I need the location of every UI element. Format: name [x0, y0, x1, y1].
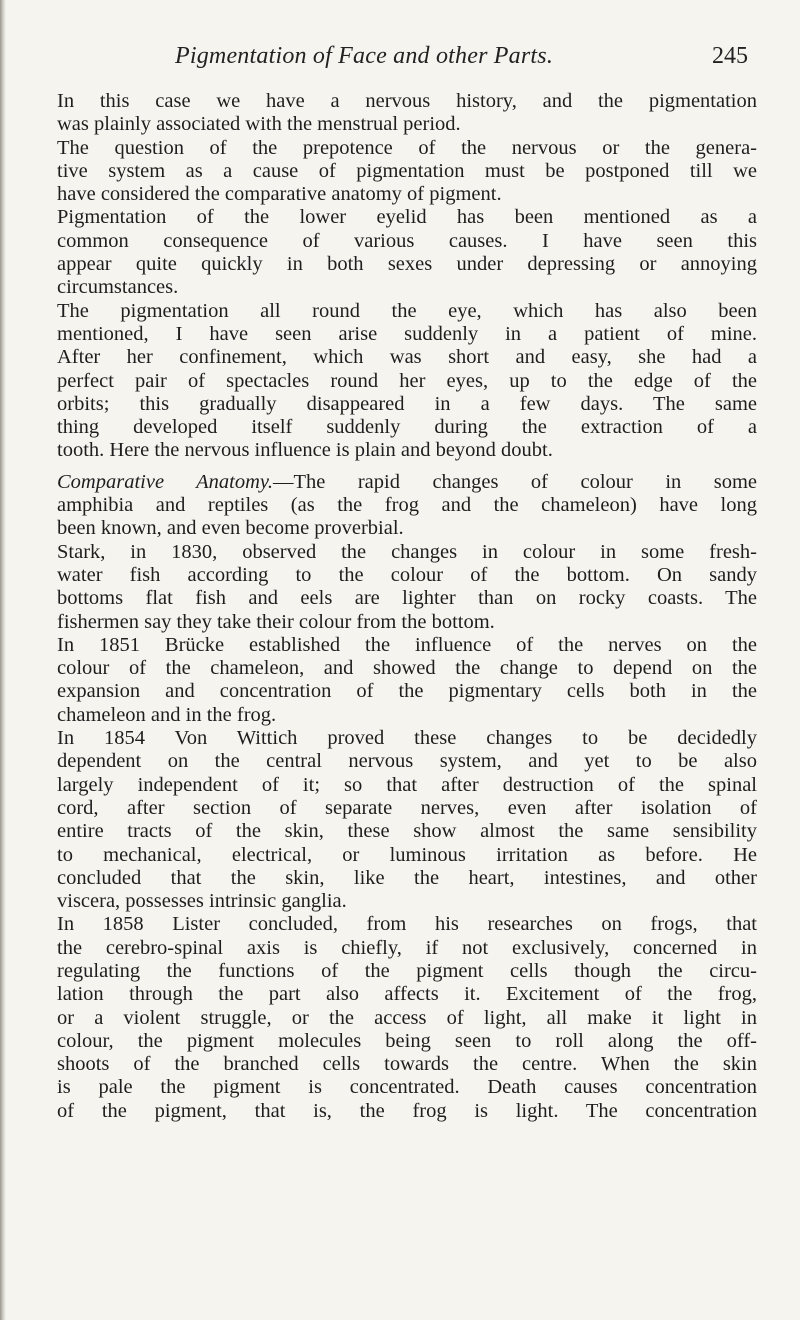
text-line: colour, the pigment molecules being seen to roll along the off- — [57, 1029, 757, 1052]
text-line: In 1858 Lister concluded, from his researches on frogs, that — [57, 913, 757, 936]
text-line: the cerebro-spinal axis is chiefly, if not exclusively, concerned in — [57, 936, 757, 959]
text-line: dependent on the central nervous system, and yet to be also — [57, 750, 757, 773]
section-gap — [57, 463, 757, 471]
text-line: circumstances. — [57, 276, 179, 299]
text-line: perfect pair of spectacles round her eyes, up to the edge of the — [57, 369, 757, 392]
text-line: expansion and concentration of the pigmentary cells both in the — [57, 680, 757, 703]
text-line: appear quite quickly in both sexes under depressing or annoying — [57, 253, 757, 276]
text-line: lation through the part also affects it. Excitement of the frog, — [57, 983, 757, 1006]
paragraph — [57, 727, 757, 913]
text-line: Pigmentation of the lower eyelid has been mentioned as a — [57, 206, 757, 229]
text-line: mentioned, I have seen arise suddenly in a patient of mine. — [57, 322, 757, 345]
text-line: thing developed itself suddenly during the extraction of a — [57, 416, 757, 439]
page-gutter-shadow — [0, 0, 6, 1320]
text-line — [57, 471, 757, 494]
section-heading: Comparative Anatomy. — [57, 470, 274, 493]
text-line: The pigmentation all round the eye, which has also been — [57, 299, 757, 322]
text-line: common consequence of various causes. I have seen this — [57, 229, 757, 252]
text-line: regulating the functions of the pigment cells though the circu- — [57, 959, 757, 982]
text-line: to mechanical, electrical, or luminous irritation as before. He — [57, 843, 757, 866]
text-line: or a violent struggle, or the access of light, all make it light in — [57, 1006, 757, 1029]
text-line: In 1851 Brücke established the influence of the nerves on the — [57, 633, 757, 656]
page-number: 245 — [712, 43, 748, 69]
text-line: have considered the comparative anatomy of pigment. — [57, 183, 502, 206]
text-line: shoots of the branched cells towards the centre. When the skin — [57, 1053, 757, 1076]
paragraph — [57, 90, 757, 137]
paragraph — [57, 300, 757, 463]
paragraph — [57, 471, 757, 541]
text-line: fishermen say they take their colour from the bottom. — [57, 610, 495, 633]
running-title: Pigmentation of Face and other Parts. — [175, 43, 554, 69]
paragraph — [57, 137, 757, 207]
text-line: Stark, in 1830, observed the changes in colour in some fresh- — [57, 540, 757, 563]
text-line: concluded that the skin, like the heart, intestines, and other — [57, 866, 757, 889]
text-line: amphibia and reptiles (as the frog and the chameleon) have long — [57, 494, 757, 517]
text-line: tooth. Here the nervous influence is plain and beyond doubt. — [57, 439, 553, 462]
text-line: is pale the pigment is concentrated. Death causes concentration — [57, 1076, 757, 1099]
text-line: of the pigment, that is, the frog is light. The concentration — [57, 1099, 757, 1122]
text-line: After her confinement, which was short and easy, she had a — [57, 346, 757, 369]
text-line: bottoms flat fish and eels are lighter than on rocky coasts. The — [57, 587, 757, 610]
text-line: been known, and even become proverbial. — [57, 517, 404, 540]
text-line: The question of the prepotence of the nervous or the genera- — [57, 136, 757, 159]
heading-continuation: —The rapid changes of colour in some — [273, 470, 757, 493]
text-line: was plainly associated with the menstrual period. — [57, 113, 461, 136]
paragraph — [57, 206, 757, 299]
text-line: largely independent of it; so that after destruction of the spinal — [57, 773, 757, 796]
text-line: tive system as a cause of pigmentation must be postponed till we — [57, 159, 757, 182]
text-line: chameleon and in the frog. — [57, 703, 277, 726]
text-line: viscera, possesses intrinsic ganglia. — [57, 890, 347, 913]
body-text — [57, 90, 757, 1123]
paragraph — [57, 541, 757, 634]
text-line: cord, after section of separate nerves, even after isolation of — [57, 796, 757, 819]
text-line: In 1854 Von Wittich proved these changes to be decidedly — [57, 727, 757, 750]
page-header — [120, 43, 760, 79]
text-line: water fish according to the colour of the bottom. On sandy — [57, 563, 757, 586]
text-line: entire tracts of the skin, these show almost the same sensibility — [57, 820, 757, 843]
paragraph — [57, 634, 757, 727]
text-line: orbits; this gradually disappeared in a few days. The same — [57, 392, 757, 415]
text-line: colour of the chameleon, and showed the change to depend on the — [57, 657, 757, 680]
text-line: In this case we have a nervous history, and the pigmentation — [57, 90, 757, 112]
paragraph — [57, 913, 757, 1123]
